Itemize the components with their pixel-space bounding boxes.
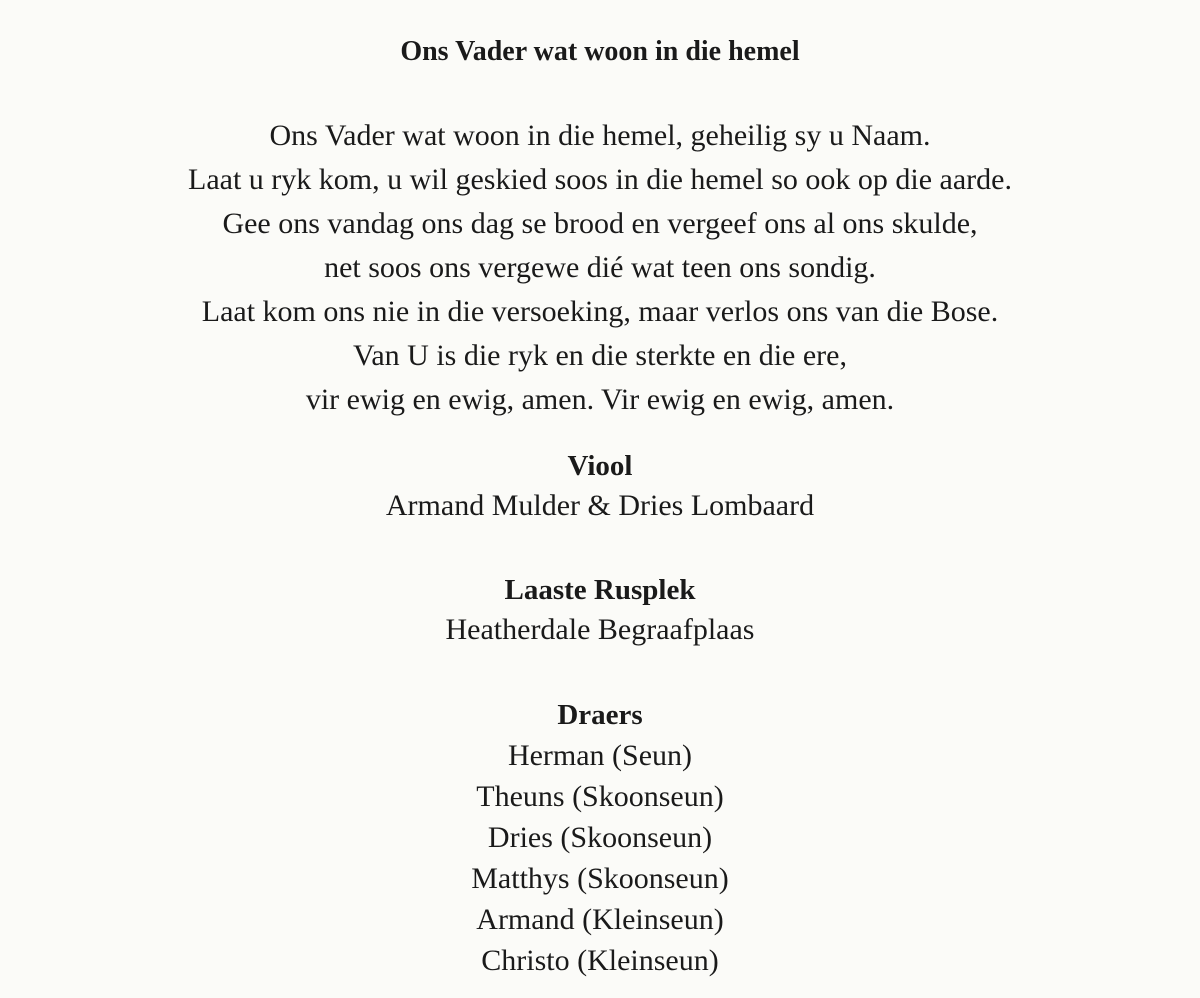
prayer-title: Ons Vader wat woon in die hemel xyxy=(400,36,800,67)
draer-item: Matthys (Skoonseun) xyxy=(471,862,729,895)
prayer-line: Gee ons vandag ons dag se brood en vergeef ons al ons skulde, xyxy=(222,207,978,240)
viool-section xyxy=(0,446,1200,526)
prayer-line: Ons Vader wat woon in die hemel, geheilig sy u Naam. xyxy=(269,119,931,152)
draer-item: Theuns (Skoonseun) xyxy=(476,780,724,813)
prayer-text xyxy=(0,114,1200,422)
viool-heading: Viool xyxy=(567,450,633,482)
prayer-line: Laat u ryk kom, u wil geskied soos in die hemel so ook op die aarde. xyxy=(188,163,1012,196)
prayer-line: Van U is die ryk en die sterkte en die ere, xyxy=(353,339,847,372)
prayer-line: Laat kom ons nie in die versoeking, maar verlos ons van die Bose. xyxy=(201,295,999,328)
draer-item: Herman (Seun) xyxy=(507,739,693,772)
draer-item: Armand (Kleinseun) xyxy=(476,903,724,936)
rusplek-place: Heatherdale Begraafplaas xyxy=(445,613,755,646)
draers-section xyxy=(0,695,1200,981)
rusplek-section xyxy=(0,570,1200,650)
draer-item: Dries (Skoonseun) xyxy=(487,821,713,854)
viool-names: Armand Mulder & Dries Lombaard xyxy=(385,489,815,522)
prayer-line: vir ewig en ewig, amen. Vir ewig en ewig, amen. xyxy=(305,383,895,416)
draers-heading: Draers xyxy=(557,699,643,731)
rusplek-heading: Laaste Rusplek xyxy=(504,574,696,606)
prayer-line: net soos ons vergewe dié wat teen ons sondig. xyxy=(324,251,876,284)
draer-item: Christo (Kleinseun) xyxy=(481,944,719,977)
